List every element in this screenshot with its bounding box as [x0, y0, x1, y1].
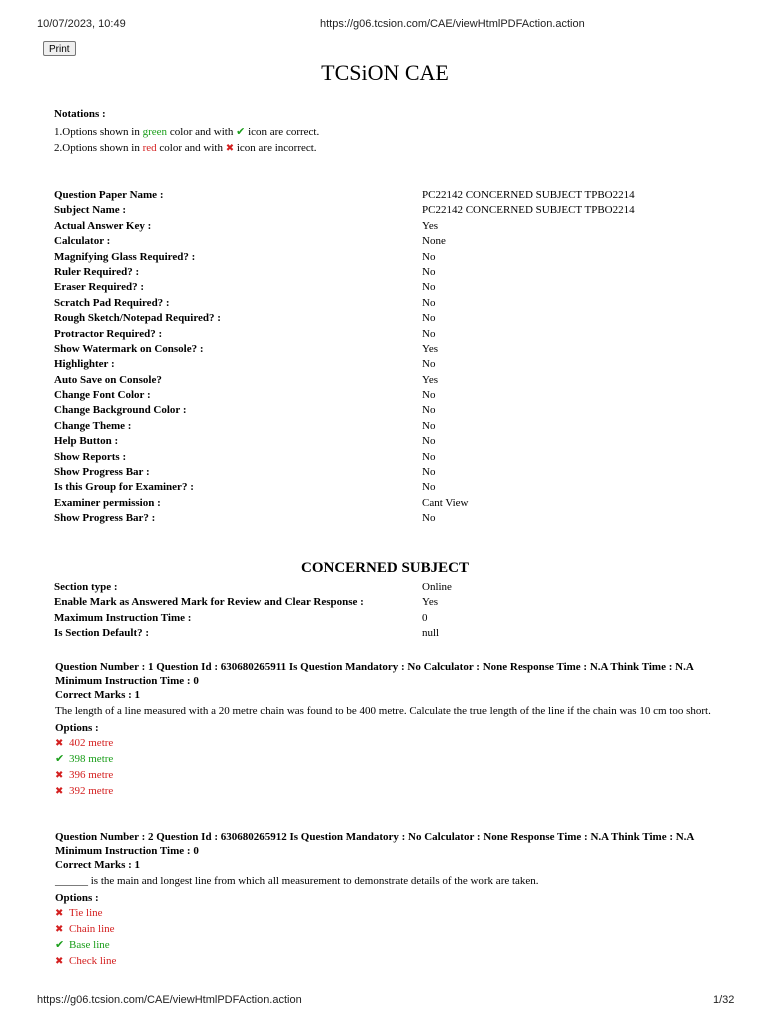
- info-key: Actual Answer Key :: [54, 219, 152, 232]
- info-key: Highlighter :: [54, 358, 115, 371]
- cross-icon: ✖: [55, 924, 64, 935]
- info-key: Auto Save on Console?: [54, 373, 162, 386]
- question-text: ______ is the main and longest line from which all measurement to demonstrate details of the work are taken.: [55, 875, 539, 887]
- info-row: [54, 435, 744, 450]
- info-row: [54, 389, 744, 404]
- info-row: [54, 612, 744, 627]
- info-key: Show Reports :: [54, 450, 127, 463]
- option-item: [55, 735, 723, 751]
- notations-heading: Notations :: [54, 108, 106, 120]
- info-row: [54, 204, 744, 219]
- info-key: Calculator :: [54, 235, 111, 248]
- info-value: No: [422, 419, 436, 432]
- info-row: [54, 189, 744, 204]
- page-number: 1/32: [713, 994, 735, 1006]
- info-value: None: [422, 235, 446, 248]
- info-value: Online: [422, 581, 452, 593]
- notation-green-word: green: [142, 126, 168, 138]
- info-value: No: [422, 296, 436, 309]
- option-text: 396 metre: [69, 769, 114, 781]
- info-key: Is this Group for Examiner? :: [54, 481, 194, 494]
- footer-url: https://g06.tcsion.com/CAE/viewHtmlPDFAction.action: [37, 994, 302, 1006]
- options-list: [55, 735, 723, 799]
- option-item: [55, 783, 723, 799]
- info-value: No: [422, 466, 436, 479]
- check-icon: ✔: [236, 126, 246, 138]
- info-value: 0: [422, 611, 428, 624]
- info-row: [54, 220, 744, 235]
- info-row: [54, 581, 744, 596]
- info-key: Scratch Pad Required? :: [54, 296, 170, 309]
- info-key: Is Section Default? :: [54, 627, 150, 640]
- option-text: 392 metre: [69, 785, 114, 797]
- info-value: No: [422, 389, 436, 402]
- notation-correct: [54, 124, 319, 140]
- info-value: Cant View: [422, 496, 469, 509]
- question-text: The length of a line measured with a 20 metre chain was found to be 400 metre. Calculate the true length of the line if the chain was 10 cm too short.: [55, 705, 711, 717]
- options-label: Options :: [55, 722, 99, 734]
- cross-icon: ✖: [55, 770, 64, 781]
- page-title: TCSiON CAE: [321, 60, 449, 85]
- cross-icon: ✖: [55, 956, 64, 967]
- info-value: No: [422, 250, 436, 263]
- question-marks: Correct Marks : 1: [55, 689, 141, 701]
- info-value: No: [422, 265, 436, 278]
- info-row: [54, 451, 744, 466]
- notation-red-word: red: [142, 142, 157, 154]
- option-text: Base line: [69, 939, 110, 951]
- cross-icon: ✖: [55, 908, 64, 919]
- info-row: [54, 481, 744, 496]
- info-row: [54, 266, 744, 281]
- info-value: No: [422, 358, 436, 371]
- question-block: [55, 660, 723, 799]
- info-row: [54, 466, 744, 481]
- info-key: Show Progress Bar :: [54, 466, 150, 479]
- print-datetime: 10/07/2023, 10:49: [37, 18, 126, 30]
- info-row: [54, 497, 744, 512]
- info-key: Show Watermark on Console? :: [54, 342, 204, 355]
- info-row: [54, 281, 744, 296]
- info-value: No: [422, 312, 436, 325]
- info-value: Yes: [422, 373, 439, 386]
- info-row: [54, 627, 744, 642]
- option-item: [55, 937, 723, 953]
- check-icon: ✔: [55, 939, 65, 951]
- info-row: [54, 235, 744, 250]
- info-value: Yes: [422, 596, 439, 609]
- paper-info-table: [54, 189, 744, 528]
- info-key: Change Theme :: [54, 419, 132, 432]
- info-row: [54, 251, 744, 266]
- info-key: Change Background Color :: [54, 404, 187, 417]
- info-value: No: [422, 327, 436, 340]
- section-title: CONCERNED SUBJECT: [301, 560, 469, 576]
- info-value: No: [422, 404, 436, 417]
- question-header: Question Number : 2 Question Id : 630680265912 Is Question Mandatory : No Calculator : None Response Time : N.A Think Time : N.A Minimum Instruction Time : 0: [55, 831, 694, 857]
- info-row: [54, 404, 744, 419]
- option-text: 398 metre: [69, 753, 114, 765]
- info-value: PC22142 CONCERNED SUBJECT TPBO2214: [422, 204, 635, 217]
- question-marks: Correct Marks : 1: [55, 859, 141, 871]
- info-value: No: [422, 481, 436, 494]
- notation-text: color and with: [167, 126, 237, 138]
- info-row: [54, 596, 744, 611]
- info-key: Section type :: [54, 581, 118, 593]
- info-key: Change Font Color :: [54, 389, 151, 402]
- info-key: Subject Name :: [54, 204, 127, 217]
- options-label: Options :: [55, 892, 99, 904]
- info-key: Rough Sketch/Notepad Required? :: [54, 312, 221, 325]
- info-value: Yes: [422, 342, 439, 355]
- info-key: Protractor Required? :: [54, 327, 163, 340]
- info-key: Enable Mark as Answered Mark for Review and Clear Response :: [54, 596, 364, 609]
- info-key: Maximum Instruction Time :: [54, 611, 192, 624]
- print-url: https://g06.tcsion.com/CAE/viewHtmlPDFAction.action: [320, 18, 585, 30]
- options-list: [55, 905, 723, 969]
- info-value: PC22142 CONCERNED SUBJECT TPBO2214: [422, 189, 635, 201]
- cross-icon: ✖: [55, 738, 64, 749]
- notation-text: icon are incorrect.: [234, 142, 317, 154]
- info-key: Question Paper Name :: [54, 189, 164, 201]
- info-row: [54, 358, 744, 373]
- option-item: [55, 751, 723, 767]
- option-item: [55, 767, 723, 783]
- option-text: 402 metre: [69, 737, 114, 749]
- info-row: [54, 512, 744, 527]
- info-key: Eraser Required? :: [54, 281, 145, 294]
- info-key: Examiner permission :: [54, 496, 161, 509]
- question-block: [55, 830, 723, 969]
- check-icon: ✔: [55, 753, 65, 765]
- print-button[interactable]: Print: [43, 41, 76, 56]
- info-row: [54, 312, 744, 327]
- section-info-table: [54, 581, 744, 643]
- notation-incorrect: [54, 140, 319, 157]
- notations: [54, 106, 319, 157]
- info-value: Yes: [422, 219, 439, 232]
- cross-icon: ✖: [55, 786, 64, 797]
- option-text: Check line: [69, 955, 117, 967]
- option-text: Chain line: [69, 923, 115, 935]
- info-key: Ruler Required? :: [54, 265, 140, 278]
- info-row: [54, 343, 744, 358]
- option-item: [55, 921, 723, 937]
- info-value: No: [422, 281, 436, 294]
- notation-text: icon are correct.: [245, 126, 320, 138]
- info-key: Help Button :: [54, 435, 119, 448]
- notation-text: 2.Options shown in: [54, 142, 143, 154]
- notation-text: 1.Options shown in: [54, 126, 143, 138]
- info-value: No: [422, 512, 436, 525]
- option-item: [55, 905, 723, 921]
- info-value: null: [422, 627, 440, 640]
- option-text: Tie line: [69, 907, 103, 919]
- info-key: Show Progress Bar? :: [54, 512, 156, 525]
- info-row: [54, 374, 744, 389]
- info-row: [54, 328, 744, 343]
- option-item: [55, 953, 723, 969]
- question-header: Question Number : 1 Question Id : 630680265911 Is Question Mandatory : No Calculator : None Response Time : N.A Think Time : N.A Minimum Instruction Time : 0: [55, 661, 694, 687]
- info-key: Magnifying Glass Required? :: [54, 250, 196, 263]
- info-value: No: [422, 450, 436, 463]
- info-row: [54, 297, 744, 312]
- cross-icon: ✖: [225, 143, 235, 154]
- info-value: No: [422, 435, 436, 448]
- info-row: [54, 420, 744, 435]
- notation-text: color and with: [156, 142, 226, 154]
